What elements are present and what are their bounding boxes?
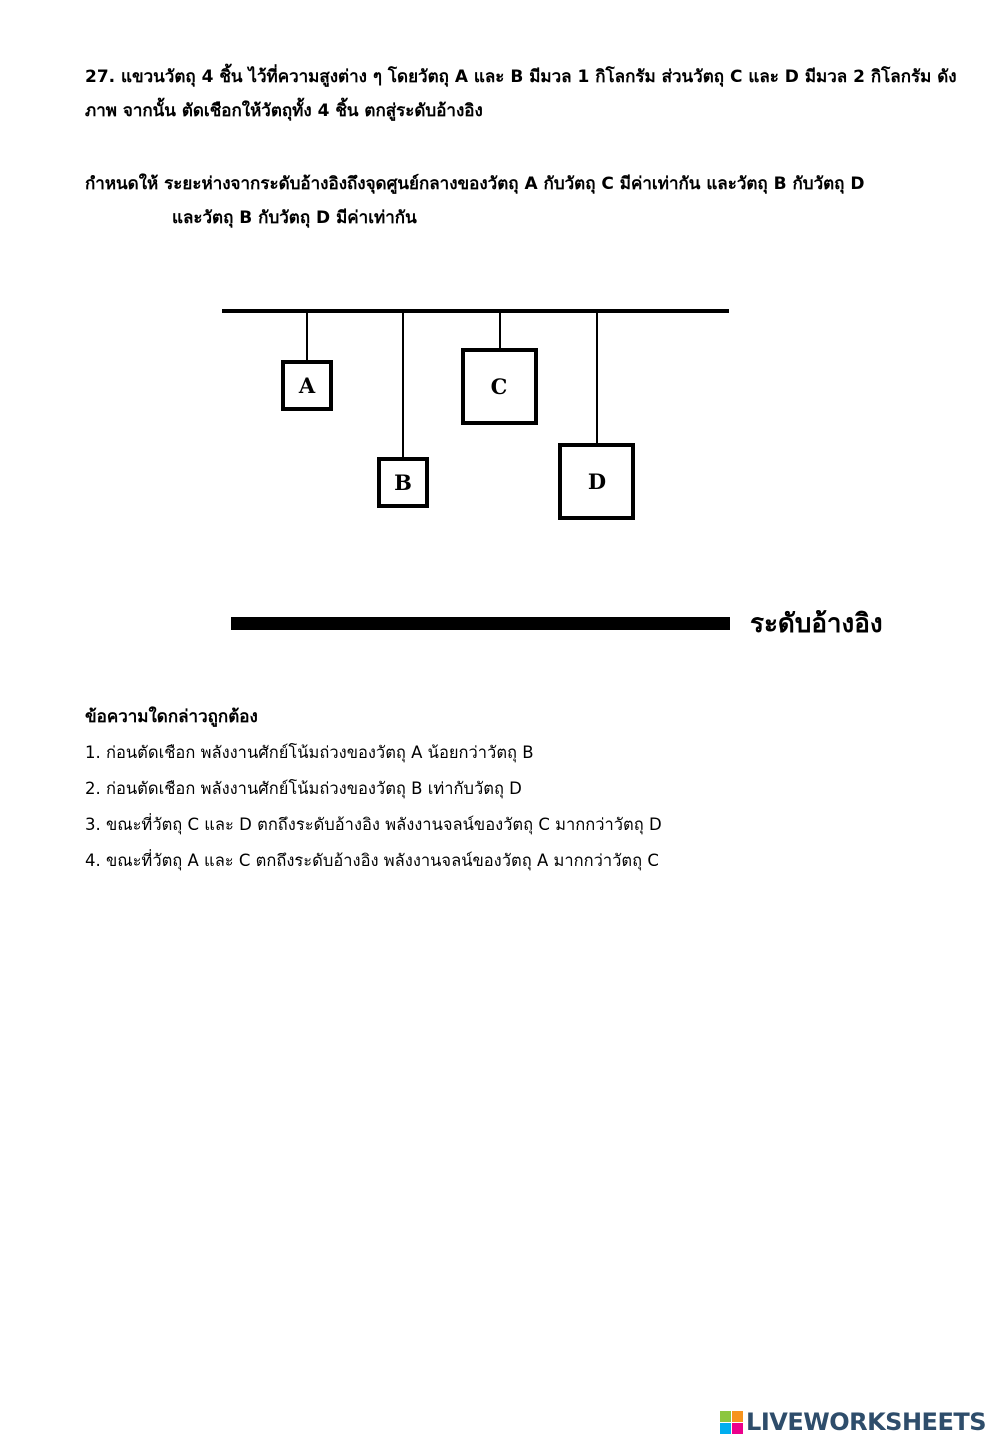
- choice-4[interactable]: 4. ขณะที่วัตถุ A และ C ตกถึงระดับอ้างอิง พลังงานจลน์ของวัตถุ A มากกว่าวัตถุ C: [85, 851, 659, 870]
- reference-level-bar: [231, 617, 730, 630]
- choice-3[interactable]: 3. ขณะที่วัตถุ C และ D ตกถึงระดับอ้างอิง พลังงานจลน์ของวัตถุ C มากกว่าวัตถุ D: [85, 815, 662, 834]
- question-given: [85, 167, 965, 235]
- box-a-label: A: [298, 373, 316, 398]
- choice-2[interactable]: 2. ก่อนตัดเชือก พลังงานศักย์โน้มถ่วงของวัตถุ B เท่ากับวัตถุ D: [85, 779, 522, 798]
- box-d-label: D: [587, 469, 607, 494]
- box-c-label: C: [490, 374, 508, 399]
- box-a: [283, 362, 331, 409]
- question-intro: 27. แขวนวัตถุ 4 ชิ้น ไว้ที่ความสูงต่าง ๆ โดยวัตถุ A และ B มีมวล 1 กิโลกรัม ส่วนวัตถุ C และ D มีมวล 2 กิโลกรัม ดังภาพ จากนั้น ตัดเชือกให้วัตถุทั้ง 4 ชิ้น ตกสู่ระดับอ้างอิง: [85, 67, 957, 121]
- liveworksheets-logo: [720, 1408, 986, 1436]
- box-b-label: B: [394, 470, 412, 495]
- logo-square-4: [732, 1423, 743, 1434]
- box-b: [379, 459, 427, 506]
- answer-prompt: ข้อความใดกล่าวถูกต้อง: [85, 707, 258, 727]
- answer-choices: [85, 738, 662, 882]
- reference-level-label: ระดับอ้างอิง: [750, 609, 883, 639]
- given-line-2: และวัตถุ B กับวัตถุ D มีค่าเท่ากัน: [172, 208, 417, 228]
- liveworksheets-logo-text: LIVEWORKSHEETS: [746, 1408, 986, 1436]
- logo-square-2: [732, 1411, 743, 1422]
- liveworksheets-logo-icon: [720, 1411, 743, 1434]
- choice-1[interactable]: 1. ก่อนตัดเชือก พลังงานศักย์โน้มถ่วงของวัตถุ A น้อยกว่าวัตถุ B: [85, 743, 534, 762]
- logo-square-1: [720, 1411, 731, 1422]
- given-line-1: กำหนดให้ ระยะห่างจากระดับอ้างอิงถึงจุดศูนย์กลางของวัตถุ A กับวัตถุ C มีค่าเท่ากัน และวัตถุ B กับวัตถุ D: [85, 174, 865, 194]
- hanging-objects-diagram: [0, 290, 1000, 650]
- logo-square-3: [720, 1423, 731, 1434]
- box-c: [463, 350, 536, 423]
- box-d: [560, 445, 633, 518]
